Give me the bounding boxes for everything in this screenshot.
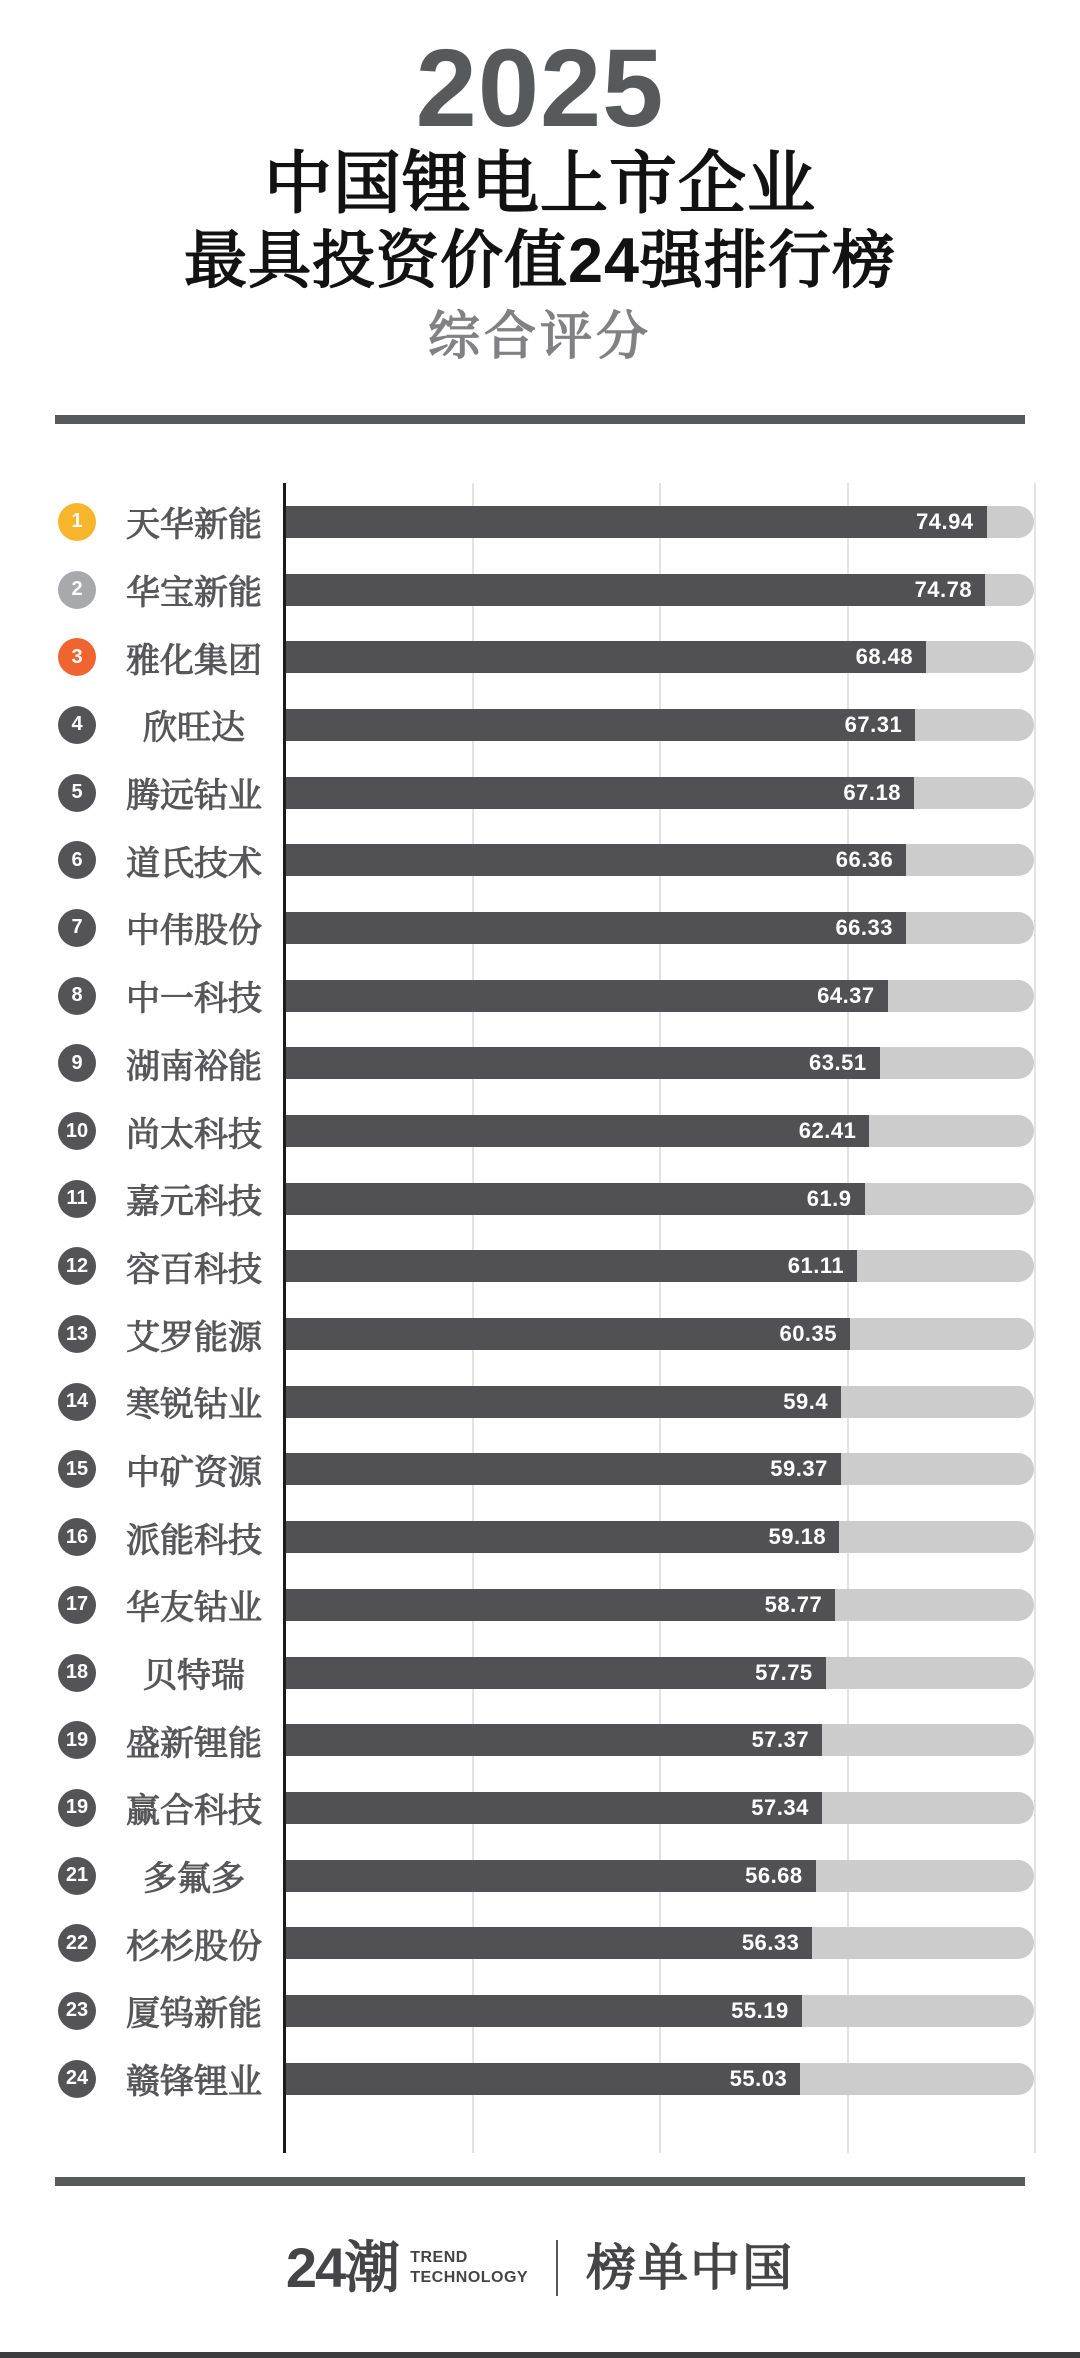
company-name: 欣旺达 [143,709,245,748]
bar-plot-area [285,1115,1034,1147]
bottom-divider [55,2177,1025,2186]
company-name: 中一科技 [126,980,262,1019]
company-name: 多氟多 [143,1860,245,1899]
bar-plot-area [285,1995,1034,2027]
main-title-line1: 中国锂电上市企业 [263,146,816,222]
logo-trend-technology [410,2248,528,2288]
bar-fill [285,574,985,606]
bar-fill [285,1589,835,1621]
bar-plot-area [285,1792,1034,1824]
rank-badge: 12 [58,1247,96,1285]
bar-value-label: 60.35 [779,1321,838,1347]
rank-badge: 11 [58,1180,96,1218]
top-divider [55,415,1025,424]
bar-plot-area [285,1386,1034,1418]
rank-badge: 16 [58,1518,96,1556]
bar-fill [285,1860,816,1892]
rank-badge: 3 [58,638,96,676]
footer-vertical-divider [556,2240,558,2296]
bar-value-label: 67.18 [843,779,901,805]
bar-value-label: 62.41 [798,1118,857,1144]
bar-fill [285,1927,812,1959]
bar-plot-area [285,1318,1034,1350]
bar-value-label: 63.51 [809,1050,867,1076]
company-name: 艾罗能源 [126,1318,262,1357]
bar-value-label: 56.33 [741,1930,800,1956]
bar-plot-area [285,574,1034,606]
chart-row [0,759,1034,827]
logo-bangdan-china: 榜单中国 [586,2239,795,2296]
bar-value-label: 66.36 [835,847,894,873]
company-name: 天华新能 [126,506,262,545]
rank-badge: 23 [58,1992,96,2030]
header [0,27,1080,366]
company-name: 华友钴业 [126,1589,262,1628]
chart-row [0,1436,1034,1504]
bar-plot-area [285,1657,1034,1689]
company-name: 华宝新能 [126,574,262,613]
bar-plot-area [285,1724,1034,1756]
rank-badge: 9 [58,1044,96,1082]
bar-value-label: 59.37 [770,1456,828,1482]
y-axis-line [283,483,286,2153]
bar-fill [285,1250,857,1282]
bar-fill [285,1115,869,1147]
chart-row [0,1097,1034,1165]
logo-trend-line: TREND [410,2248,468,2266]
rank-badge: 21 [58,1857,96,1895]
bar-fill [285,1318,850,1350]
chart-row [0,1368,1034,1436]
rank-badge: 19 [58,1721,96,1759]
bar-fill [285,1386,841,1418]
rank-badge: 13 [58,1315,96,1353]
bar-fill [285,506,987,538]
rank-badge: 17 [58,1586,96,1624]
bar-plot-area [285,1453,1034,1485]
chart-row [0,1842,1034,1910]
bar-plot-area [285,1047,1034,1079]
chart-row [0,894,1034,962]
chart-row [0,962,1034,1030]
bar-fill [285,2063,800,2095]
bar-value-label: 74.94 [916,508,974,534]
chart-row [0,1774,1034,1842]
bar-plot-area [285,2063,1034,2095]
bar-value-label: 55.19 [731,1997,789,2023]
chart-row [0,1977,1034,2045]
company-name: 湖南裕能 [126,1047,262,1086]
chart-row [0,691,1034,759]
chart-row [0,1165,1034,1233]
bar-value-label: 58.77 [764,1591,823,1617]
company-name: 贝特瑞 [143,1657,245,1696]
rank-badge: 18 [58,1654,96,1692]
bar-plot-area [285,1521,1034,1553]
chart-row [0,1706,1034,1774]
bar-plot-area [285,777,1034,809]
company-name: 道氏技术 [126,844,262,883]
gridline-80 [1034,483,1036,2153]
rank-badge: 22 [58,1924,96,1962]
rank-badge: 24 [58,2060,96,2098]
bar-fill [285,1792,822,1824]
bar-plot-area [285,641,1034,673]
rank-badge: 2 [58,571,96,609]
bar-fill [285,1047,880,1079]
bar-fill [285,1453,841,1485]
rank-badge: 10 [58,1112,96,1150]
bar-fill [285,641,926,673]
bar-value-label: 57.34 [751,1794,809,1820]
bar-value-label: 55.03 [729,2065,788,2091]
main-title-line2: 最具投资价值24强排行榜 [183,226,897,296]
chart-subtitle: 综合评分 [427,308,652,366]
rank-badge: 8 [58,977,96,1015]
bar-plot-area [285,1927,1034,1959]
chart-row [0,2045,1034,2113]
year-title: 2025 [415,27,665,150]
company-name: 杉杉股份 [126,1927,262,1966]
rank-badge: 4 [58,706,96,744]
chart-row [0,488,1034,556]
chart-row [0,1503,1034,1571]
company-name: 雅化集团 [126,641,262,680]
bar-value-label: 74.78 [914,576,973,602]
footer-logos [0,2235,1080,2299]
chart-row [0,1909,1034,1977]
chart-row [0,1300,1034,1368]
bar-fill [285,1183,865,1215]
rank-badge: 7 [58,909,96,947]
bar-value-label: 59.4 [783,1388,829,1414]
ranking-bar-chart [0,483,1080,2153]
chart-row [0,1571,1034,1639]
chart-row [0,623,1034,691]
rank-badge: 6 [58,841,96,879]
bar-value-label: 57.37 [751,1727,810,1753]
bar-plot-area [285,506,1034,538]
bar-plot-area [285,980,1034,1012]
company-name: 寒锐钴业 [126,1386,262,1425]
company-name: 厦钨新能 [126,1995,262,2034]
bar-fill [285,1521,839,1553]
rank-badge: 19 [58,1789,96,1827]
bar-value-label: 56.68 [745,1862,803,1888]
company-name: 嘉元科技 [126,1183,262,1222]
chart-rows [0,488,1034,2113]
logo-technology-line: TECHNOLOGY [410,2268,529,2286]
bar-value-label: 61.9 [806,1185,852,1211]
company-name: 盛新锂能 [126,1724,262,1763]
rank-badge: 15 [58,1450,96,1488]
bar-value-label: 57.75 [755,1659,813,1685]
bar-fill [285,777,914,809]
chart-row [0,1030,1034,1098]
bar-fill [285,912,906,944]
bar-value-label: 68.48 [855,644,914,670]
bar-fill [285,709,915,741]
chart-row [0,1233,1034,1301]
rank-badge: 5 [58,774,96,812]
bar-fill [285,1995,802,2027]
bar-fill [285,1724,822,1756]
bar-fill [285,980,888,1012]
company-name: 中矿资源 [126,1453,262,1492]
bar-fill [285,844,906,876]
company-name: 尚太科技 [126,1115,262,1154]
rank-badge: 1 [58,503,96,541]
rank-badge: 14 [58,1383,96,1421]
bar-value-label: 61.11 [787,1253,845,1279]
bar-plot-area [285,1860,1034,1892]
bar-value-label: 59.18 [768,1524,827,1550]
bar-plot-area [285,844,1034,876]
bar-value-label: 64.37 [817,982,875,1008]
bar-plot-area [285,1589,1034,1621]
company-name: 中伟股份 [126,912,262,951]
company-name: 腾远钴业 [126,777,262,816]
logo-24chao: 24潮 [285,2235,399,2299]
bar-fill [285,1657,826,1689]
company-name: 赣锋锂业 [126,2063,262,2102]
company-name: 容百科技 [126,1250,262,1289]
bar-plot-area [285,709,1034,741]
company-name: 派能科技 [126,1521,262,1560]
chart-row [0,1639,1034,1707]
chart-row [0,826,1034,894]
bar-plot-area [285,912,1034,944]
chart-row [0,556,1034,624]
bar-plot-area [285,1250,1034,1282]
bar-plot-area [285,1183,1034,1215]
company-name: 赢合科技 [126,1792,262,1831]
bar-value-label: 66.33 [835,914,893,940]
bottom-edge-bar [0,2352,1080,2358]
bar-value-label: 67.31 [844,711,903,737]
